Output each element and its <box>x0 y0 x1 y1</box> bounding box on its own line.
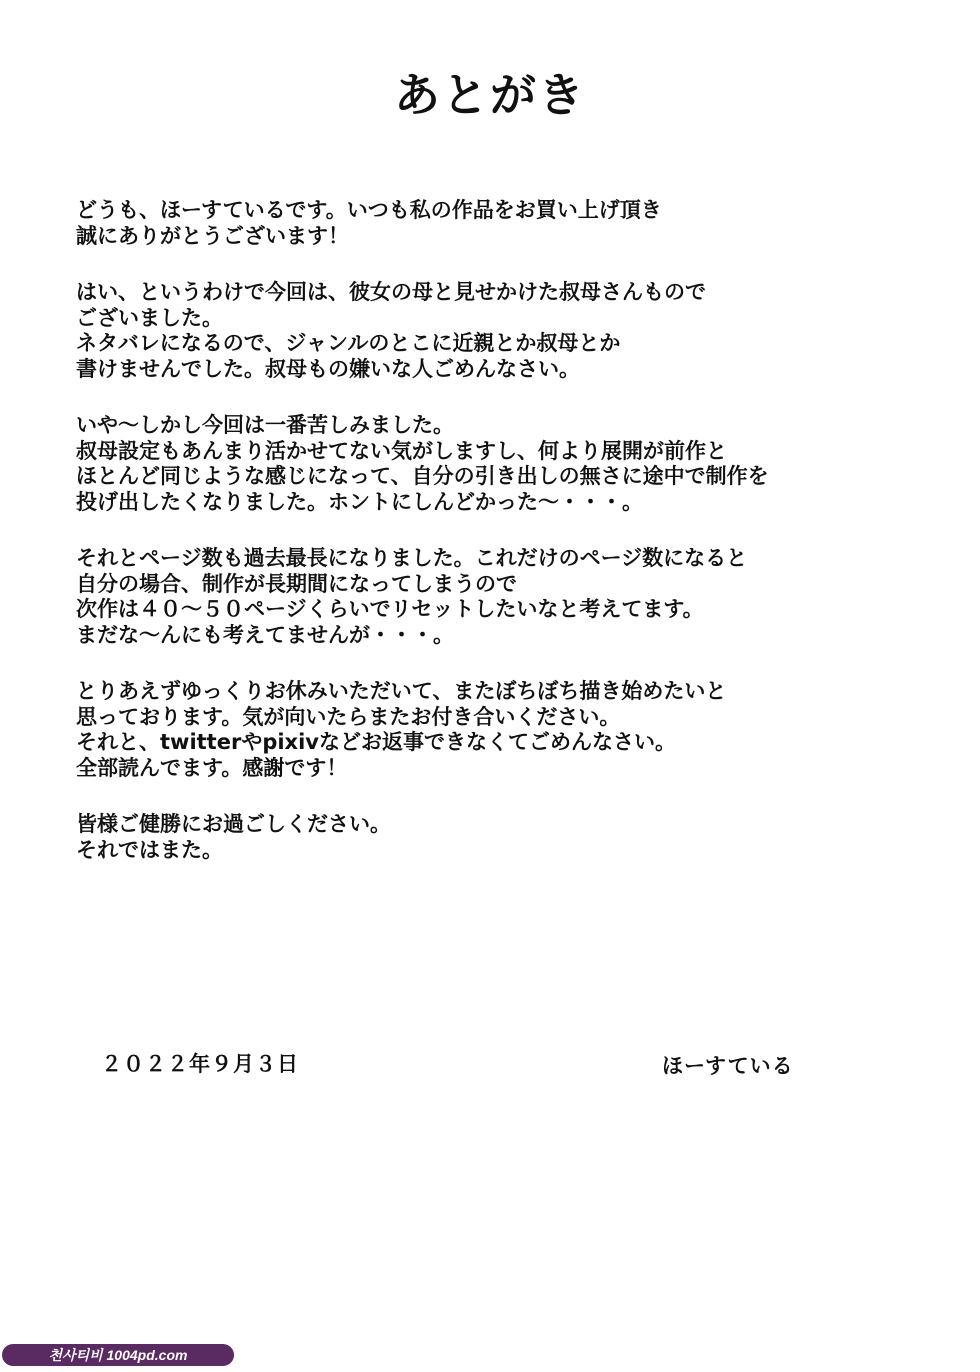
text-line: 叔母設定もあんまり活かせてない気がしますし、何より展開が前作と <box>76 438 727 463</box>
text-line: それとページ数も過去最長になりました。これだけのページ数になると <box>76 546 748 570</box>
paragraph-struggle <box>76 413 936 515</box>
text-line: ございました。 <box>76 305 223 330</box>
text-line: それと、twitterやpixivなどお返事できなくてごめんなさい。 <box>76 730 676 754</box>
signature-date: ２０２２年９月３日 <box>101 1052 299 1076</box>
text-line: 投げ出したくなりました。ホントにしんどかった～・・・。 <box>76 489 643 514</box>
page-title: あとがき <box>394 68 586 122</box>
text-line: 全部読んでます。感謝です！ <box>76 755 348 780</box>
afterword-body <box>76 198 936 894</box>
text-line: 思っております。気が向いたらまたお付き合いください。 <box>76 704 621 729</box>
text-line: 書けませんでした。叔母もの嫌いな人ごめんなさい。 <box>76 356 580 381</box>
text-line: 自分の場合、制作が長期間になってしまうので <box>76 571 517 596</box>
text-line: 次作は４０～５０ページくらいでリセットしたいなと考えてます。 <box>76 597 704 621</box>
text-line: ほとんど同じような感じになって、自分の引き出しの無さに途中で制作を <box>76 464 769 488</box>
signature-author: ほーすている <box>662 1054 794 1078</box>
paragraph-rest <box>76 679 936 781</box>
paragraph-story <box>76 280 936 382</box>
text-line: はい、というわけで今回は、彼女の母と見せかけた叔母さんもので <box>76 280 706 304</box>
site-watermark-badge[interactable]: 천사티비 1004pd.com <box>2 1344 234 1366</box>
paragraph-closing <box>76 812 936 863</box>
text-line: ネタバレになるので、ジャンルのとこに近親とか叔母とか <box>76 331 621 355</box>
text-line: それではまた。 <box>76 837 223 862</box>
paragraph-greeting <box>76 198 936 249</box>
text-line: とりあえずゆっくりお休みいただいて、またぼちぼち描き始めたいと <box>76 679 727 703</box>
text-line: 皆様ご健勝にお過ごしください。 <box>76 812 391 836</box>
text-line: いや～しかし今回は一番苦しみました。 <box>76 413 454 437</box>
text-line: 誠にありがとうございます！ <box>76 223 349 248</box>
text-line: まだな～んにも考えてませんが・・・。 <box>76 622 454 647</box>
paragraph-page-count <box>76 546 936 648</box>
text-line: どうも、ほーすているです。いつも私の作品をお買い上げ頂き <box>76 198 662 222</box>
